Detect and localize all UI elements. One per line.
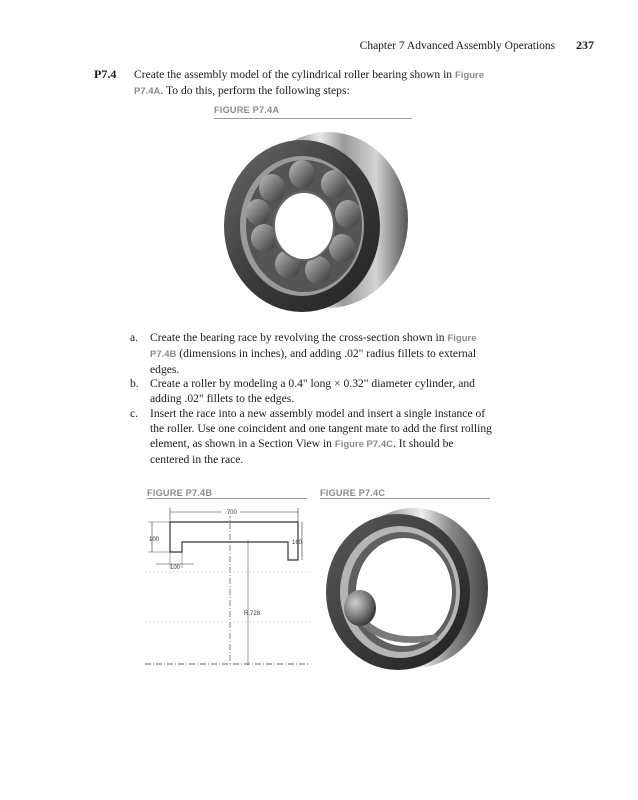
figure-a-rule [214, 118, 412, 119]
dim-right-height: 160 [292, 540, 303, 546]
dim-bottom: 100 [170, 565, 181, 571]
figure-reference: Figure P7.4C [334, 439, 393, 450]
roller [259, 174, 285, 202]
dim-width: .700 [225, 510, 237, 516]
roller-bearing-image [210, 122, 420, 322]
page-number: 237 [576, 38, 594, 52]
section-view-image [318, 502, 494, 678]
problem-intro: Create the assembly model of the cylindrical roller bearing shown in Figure P7.4A. To do this, perform the following steps: [134, 68, 485, 97]
running-header [360, 38, 594, 53]
step-b: b. Create a roller by modeling a 0.4" long × 0.32" diameter cylinder, and adding .02" fillets to the edges. [130, 377, 475, 405]
figure-b-caption: FIGURE P7.4B [147, 488, 213, 498]
figure-a-caption: FIGURE P7.4A [214, 105, 280, 115]
figure-c-rule [320, 498, 490, 499]
figure-b-rule [147, 498, 307, 499]
roller [289, 160, 315, 188]
figure-reference: Figure P7.4B [150, 333, 477, 360]
cross-section-drawing [140, 500, 315, 675]
inner-bore [274, 192, 334, 260]
roller [321, 170, 347, 198]
chapter-title: Chapter 7 Advanced Assembly Operations [359, 40, 556, 52]
roller [246, 199, 270, 225]
section-profile [170, 522, 298, 560]
dim-left-height: 100 [149, 537, 160, 543]
dim-radius: R.728 [244, 611, 261, 617]
roller [344, 590, 376, 626]
figure-c-caption: FIGURE P7.4C [320, 488, 386, 498]
step-a: a. Create the bearing race by revolving the cross-section shown in Figure P7.4B (dimensions in inches), and adding .02" radius fillets to external edges. [130, 331, 477, 376]
step-c: c. Insert the race into a new assembly model and insert a single instance of the roller. Use one coincident and one tangent mate to add the first rolling element, as shown in a Section View in Figure P7.4C. It should be centered in the race. [130, 407, 492, 466]
roller [335, 200, 361, 228]
figure-reference: Figure P7.4A [134, 70, 485, 97]
problem-number: P7.4 [94, 67, 117, 81]
